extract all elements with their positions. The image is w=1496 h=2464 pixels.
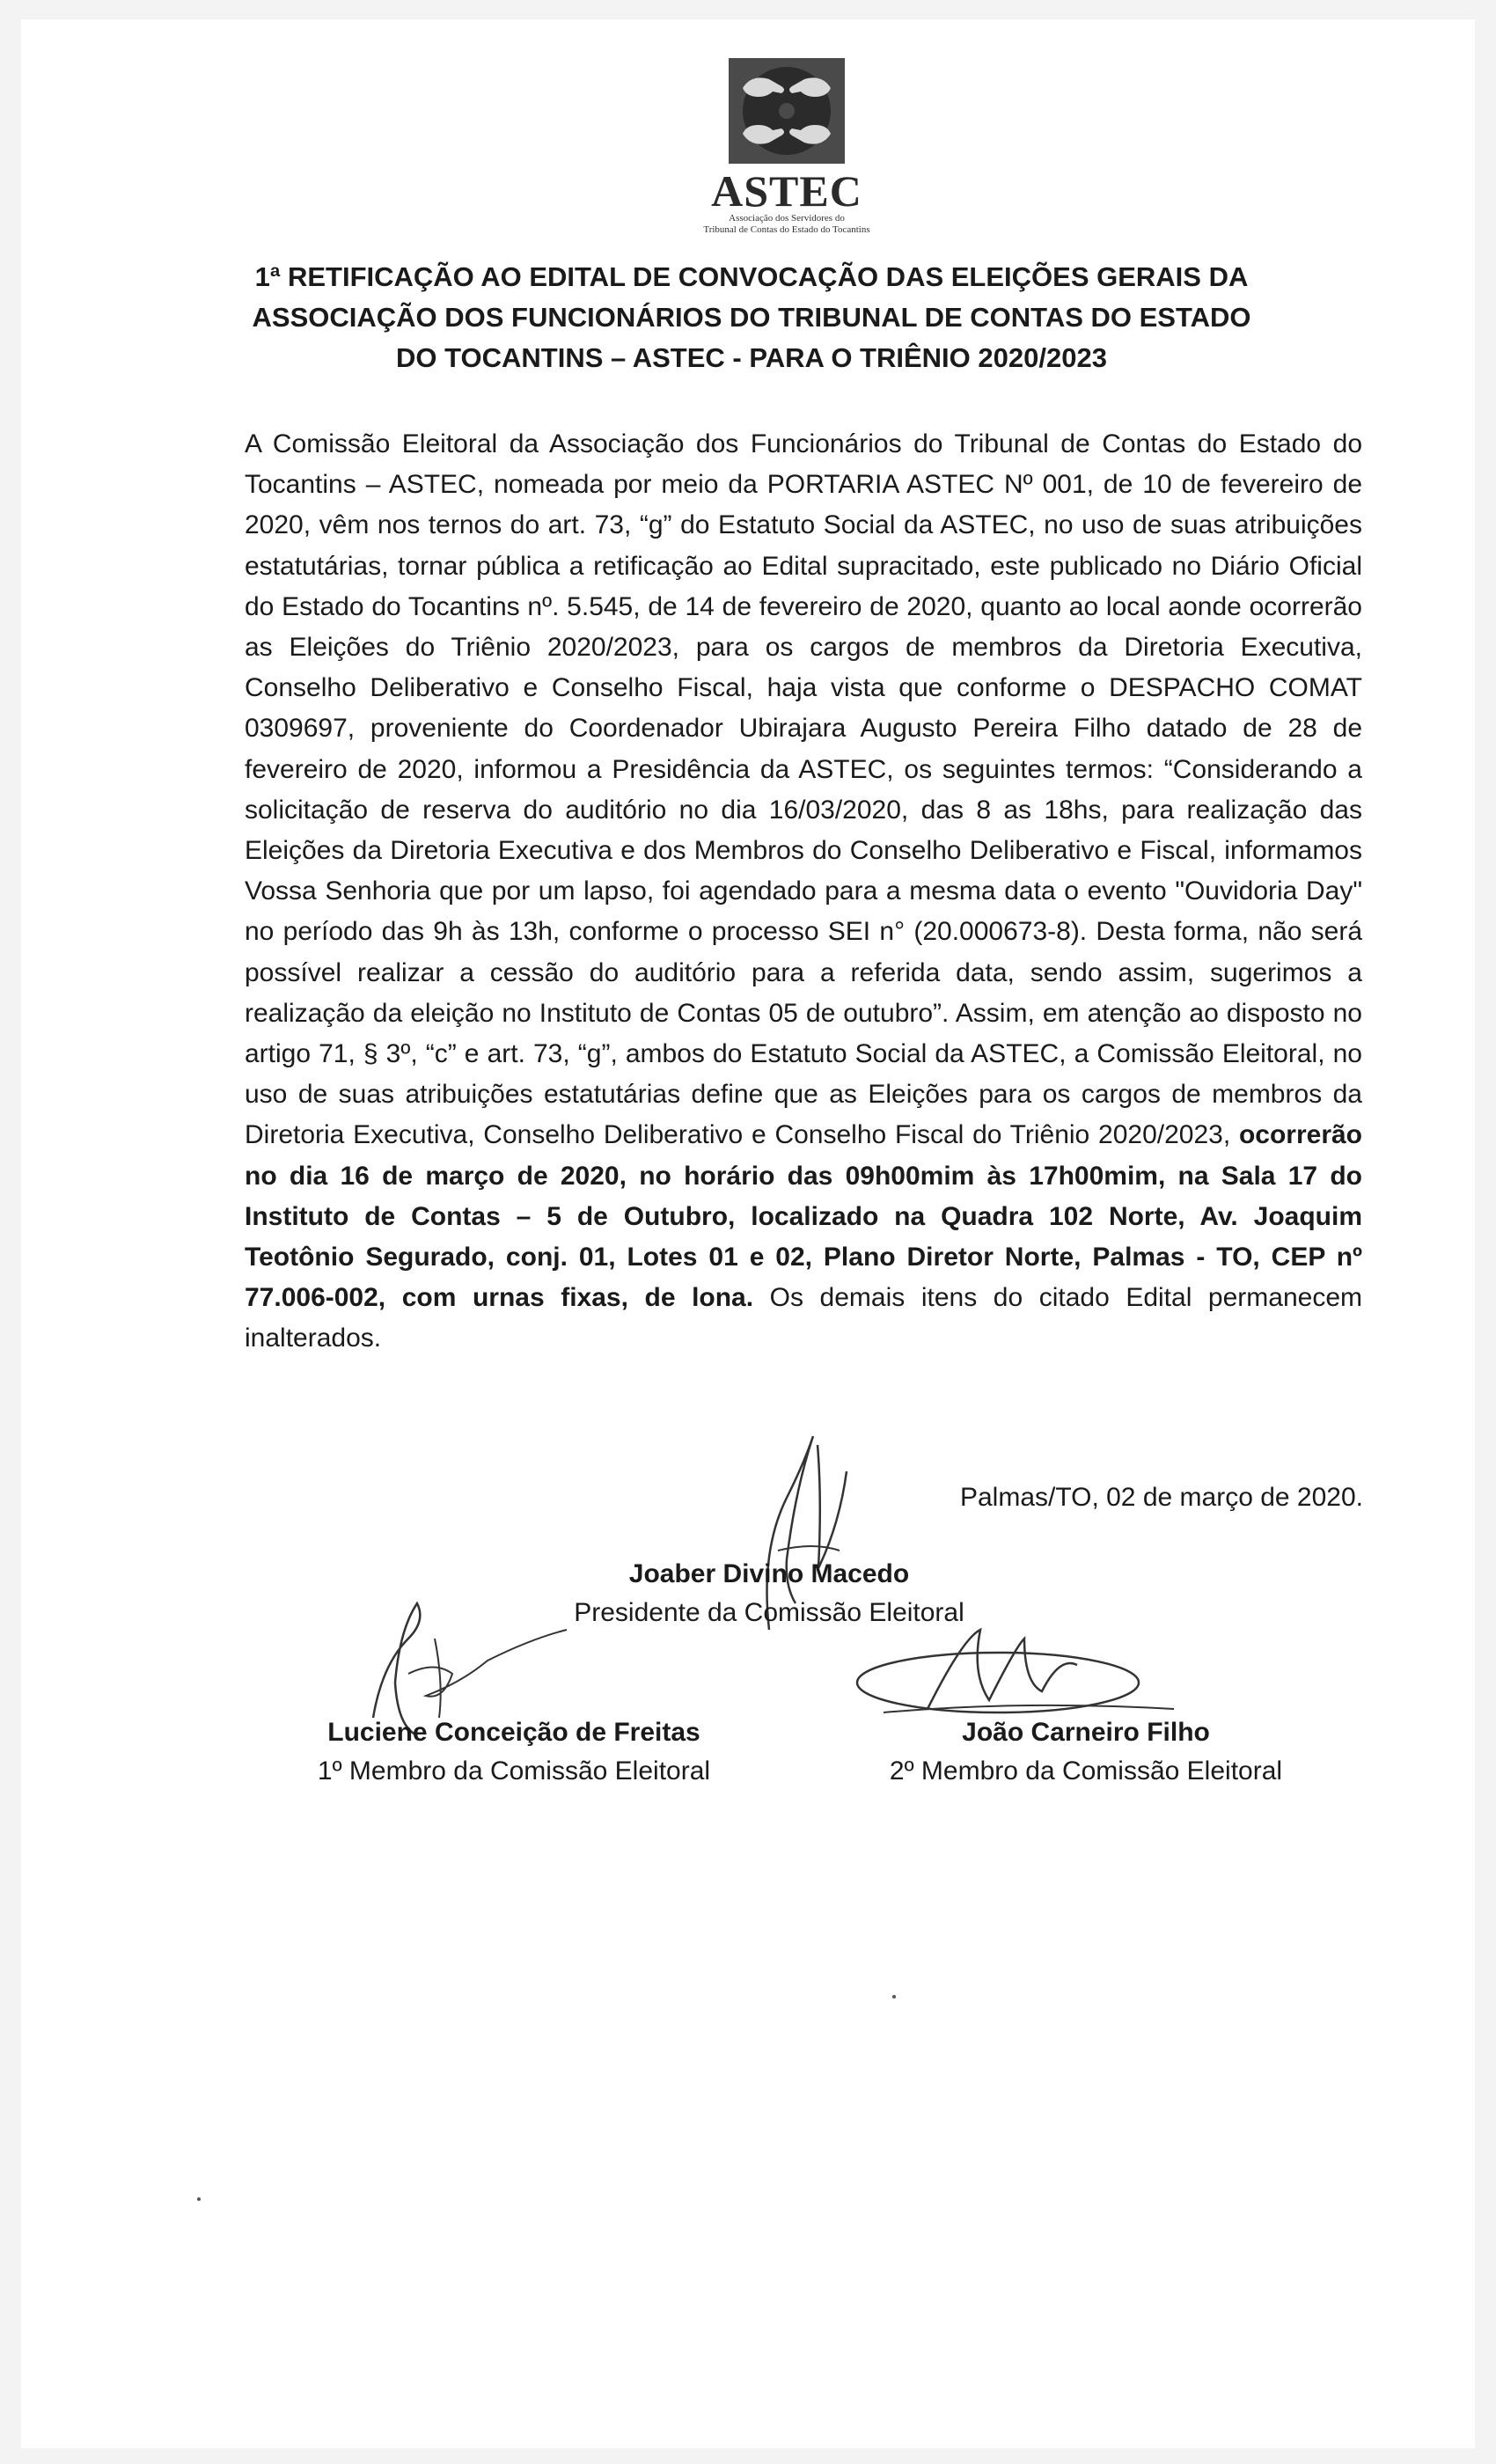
document-page [21,19,1475,2448]
title-line-3: DO TOCANTINS – ASTEC - PARA O TRIÊNIO 2020/2023 [396,342,1107,373]
astec-logo [699,55,875,257]
title-line-1: 1ª RETIFICAÇÃO AO EDITAL DE CONVOCAÇÃO DAS ELEIÇÕES GERAIS DA [254,261,1249,292]
hands-emblem-icon [725,55,848,167]
scan-speck [892,1995,896,1998]
member2-name: João Carneiro Filho [962,1718,1210,1747]
logo-name: ASTEC [711,166,862,216]
scan-speck [197,2197,201,2201]
body-text-intro: A Comissão Eleitoral da Associação dos Funcionários do Tribunal de Contas do Estado do Tocantins – ASTEC, nomeada por meio da PORTARIA ASTEC Nº 001, de 10 de fevereiro de 2020, vêm nos ternos do art. 73, “g” do Estatuto Social da ASTEC, no uso de suas atribuições estatutárias, tornar pública a retificação ao Edital supracitado, este publicado no Diário Oficial do Estado do Tocantins nº. 5.545, de 14 de fevereiro de 2020, quanto ao local aonde ocorrerão as Eleições do Triênio 2020/2023, para os cargos de membros da Diretoria Executiva, Conselho Deliberativo e Conselho Fiscal, haja vista que conforme o DESPACHO COMAT 0309697, proveniente do Coordenador Ubirajara Augusto Pereira Filho datado de 28 de fevereiro de 2020, informou a Presidência da ASTEC, os seguintes termos: “Considerando a solicitação de reserva do auditório no dia 16/03/2020, das 8 as 18hs, para realização das Eleições da Diretoria Executiva e dos Membros do Conselho Deliberativo e Fiscal, informamos Vossa Senhoria que por um lapso, foi agendado para a mesma data o evento "Ouvidoria Day" no período das 9h às 13h, conforme o processo SEI n° (20.000673-8). Desta forma, não será possível realizar a cessão do auditório para a referida data, sendo assim, sugerimos a realização da eleição no Instituto de Contas 05 de outubro”. Assim, em atenção ao disposto no artigo 71, § 3º, “c” e art. 73, “g”, ambos do Estatuto Social da ASTEC, a Comissão Eleitoral, no uso de suas atribuições estatutárias define que as Eleições para os cargos de membros da Diretoria Executiva, Conselho Deliberativo e Conselho Fiscal do Triênio 2020/2023, [245,429,1362,1150]
body-text-bold: ocorrerão no dia 16 de março de 2020, no horário das 09h00mim às 17h00mim, na Sala 17 do Instituto de Contas – 5 de Outubro, localizado na Quadra 102 Norte, Av. Joaquim Teotônio Segurado, conj. 01, Lotes 01 e 02, Plano Diretor Norte, Palmas - TO, CEP nº 77.006-002, com urnas fixas, de lona. [245,1120,1363,1313]
logo-subtitle-line2: Tribunal de Contas do Estado do Tocantins [703,224,870,235]
signature-block-member1 [268,1713,760,1791]
place-date: Palmas/TO, 02 de março de 2020. [959,1483,1363,1512]
member1-role: 1º Membro da Comissão Eleitoral [317,1756,711,1786]
title-line-2: ASSOCIAÇÃO DOS FUNCIONÁRIOS DO TRIBUNAL DE CONTAS DO ESTADO [252,302,1251,333]
member2-role: 2º Membro da Comissão Eleitoral [889,1756,1283,1786]
body-paragraph [245,424,1362,1360]
logo-subtitle-line1: Associação dos Servidores do [729,213,845,224]
body-text-end: Os demais itens do citado Edital permanecem inalterados. [245,1283,1363,1353]
signature-block-member2 [840,1713,1332,1791]
president-name: Joaber Divino Macedo [628,1559,910,1588]
document-title [180,257,1324,378]
president-role: Presidente da Comissão Eleitoral [574,1598,964,1627]
member1-name: Luciene Conceição de Freitas [327,1718,700,1747]
